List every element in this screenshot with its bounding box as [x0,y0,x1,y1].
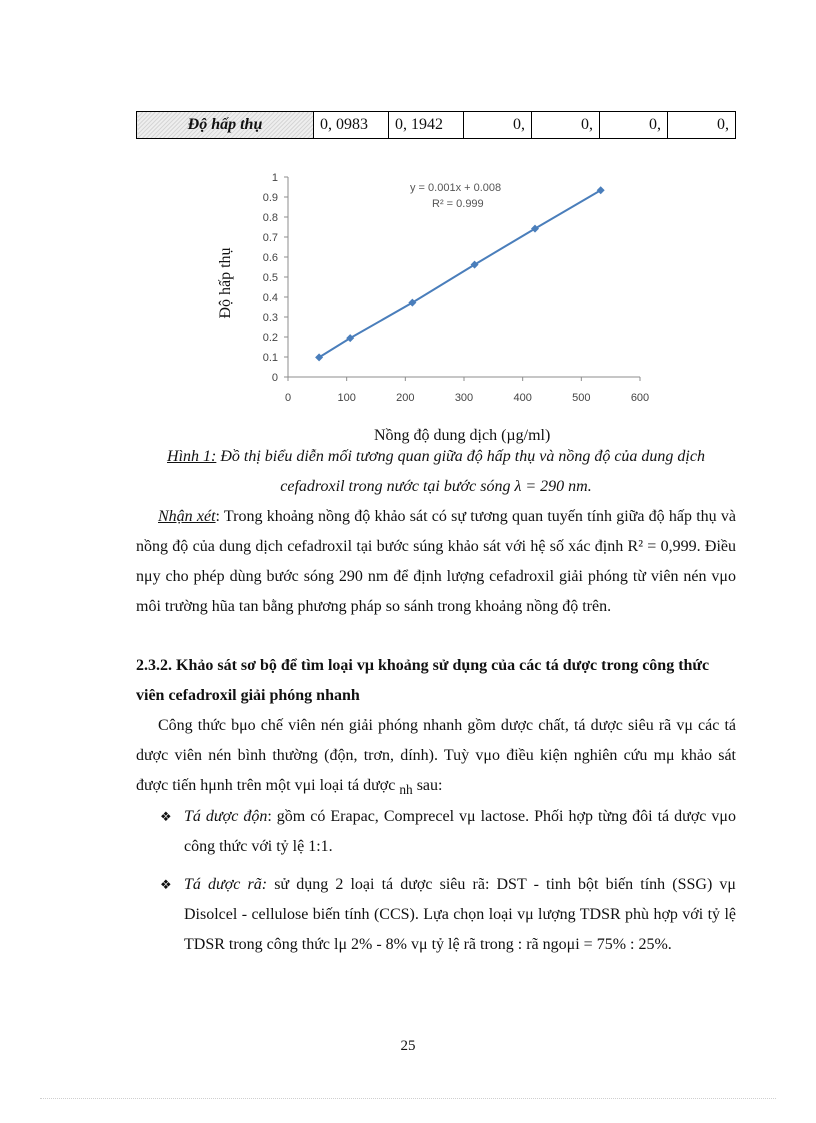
intro-paragraph [136,711,736,805]
bullet-label: Tá dược độn [184,808,268,825]
table-cell: 0, [600,112,668,139]
y-tick-label: 0.5 [262,272,278,284]
y-tick-label: 0.6 [262,252,278,264]
intro-end: sau: [412,777,443,794]
x-tick-label: 100 [337,392,356,404]
x-tick-label: 0 [284,392,292,404]
table-row-label: Độ hấp thụ [137,112,314,139]
remark-paragraph [136,502,736,622]
section-heading: 2.3.2. Khảo sát sơ bộ để tìm loại vμ khoảng sử dụng của các tá dược trong công thức viên cefadroxil giải phóng nhanh [136,657,710,704]
caption-label: Hình 1: [167,448,217,465]
table-cell: 0, [464,112,532,139]
y-tick-label: 0.8 [262,212,278,224]
series-line [319,190,601,357]
list-item [160,802,736,862]
y-tick-label: 0.4 [262,292,278,304]
data-point [597,186,605,194]
figure-caption [136,446,736,468]
trendline-equation: y = 0.001x + 0.008 [410,182,502,194]
figure-caption-line2: cefadroxil trong nước tại bước sóng λ = 290 nm. [280,478,592,495]
bullet-list [160,802,736,960]
table-cell: 0, 0983 [314,112,389,139]
table-cell: 0, 1942 [389,112,464,139]
y-tick-label: 0.2 [262,332,278,344]
x-tick-label: 600 [630,392,650,404]
y-tick-label: 1 [271,172,278,184]
bullet-text: sử dụng 2 loại tá dược siêu rã: DST - tinh bột biến tính (SSG) vμ Disolcel - cellulose biến tính (CCS). Lựa chọn loại vμ lượng TDSR phù hợp với tỷ lệ TDSR trong công thức lμ 2% - 8% vμ tỷ lệ rã trong : rã ngoμi = 75% : 25%. [184,876,736,953]
footer-divider [40,1098,776,1099]
page-number: 25 [400,1038,416,1054]
diamond-bullet-icon: ❖ [160,809,172,824]
bullet-label: Tá dược rã: [184,876,268,893]
trendline-r2: R² = 0.999 [432,198,484,210]
y-tick-label: 0 [271,372,278,384]
remark-label: Nhận xét [158,508,216,525]
remark-text: : Trong khoảng nồng độ khảo sát có sự tương quan tuyến tính giữa độ hấp thụ và nồng độ của dung dịch cefadroxil tại bước súng khảo sát với hệ số xác định R² = 0,999. Điều nμy cho phép dùng bước sóng 290 nm để định lượng cefadroxil giải phóng từ viên nén vμo môi trường hũa tan bằng phương pháp so sánh trong khoảng nồng độ trên. [136,508,736,615]
table-cell: 0, [668,112,736,139]
caption-line1: Đồ thị biểu diễn mối tương quan giữa độ hấp thụ và nồng độ của dung dịch [216,448,705,465]
list-item [160,870,736,960]
x-tick-label: 400 [513,392,532,404]
intro-text: Công thức bμo chế viên nén giải phóng nhanh gồm dược chất, tá dược siêu rã vμ các tá dược viên nén bình thường (độn, trơn, dính). Tuỳ vμo điều kiện nghiên cứu mμ khảo sát được tiến hμnh trên một vμi loại tá dược [136,717,736,794]
y-tick-label: 0.9 [262,192,278,204]
intro-sub: nh [399,782,413,798]
x-tick-label: 500 [572,392,591,404]
diamond-bullet-icon: ❖ [160,877,172,892]
y-tick-label: 0.3 [262,312,278,324]
x-axis-title: Nồng độ dung dịch (µg/ml) [374,427,551,444]
bullet-text: : gồm có Erapac, Comprecel vμ lactose. Phối hợp từng đôi tá dược vμo công thức với tỷ lệ 1:1. [184,808,737,855]
table-cell: 0, [532,112,600,139]
y-tick-label: 0.7 [262,232,278,244]
x-tick-label: 200 [396,392,415,404]
x-tick-label: 300 [454,392,474,404]
y-tick-label: 0.1 [262,352,278,364]
table-row [137,112,736,139]
absorbance-table [136,111,736,139]
calibration-chart [200,160,680,430]
y-axis-title: Độ hấp thụ [217,247,234,319]
